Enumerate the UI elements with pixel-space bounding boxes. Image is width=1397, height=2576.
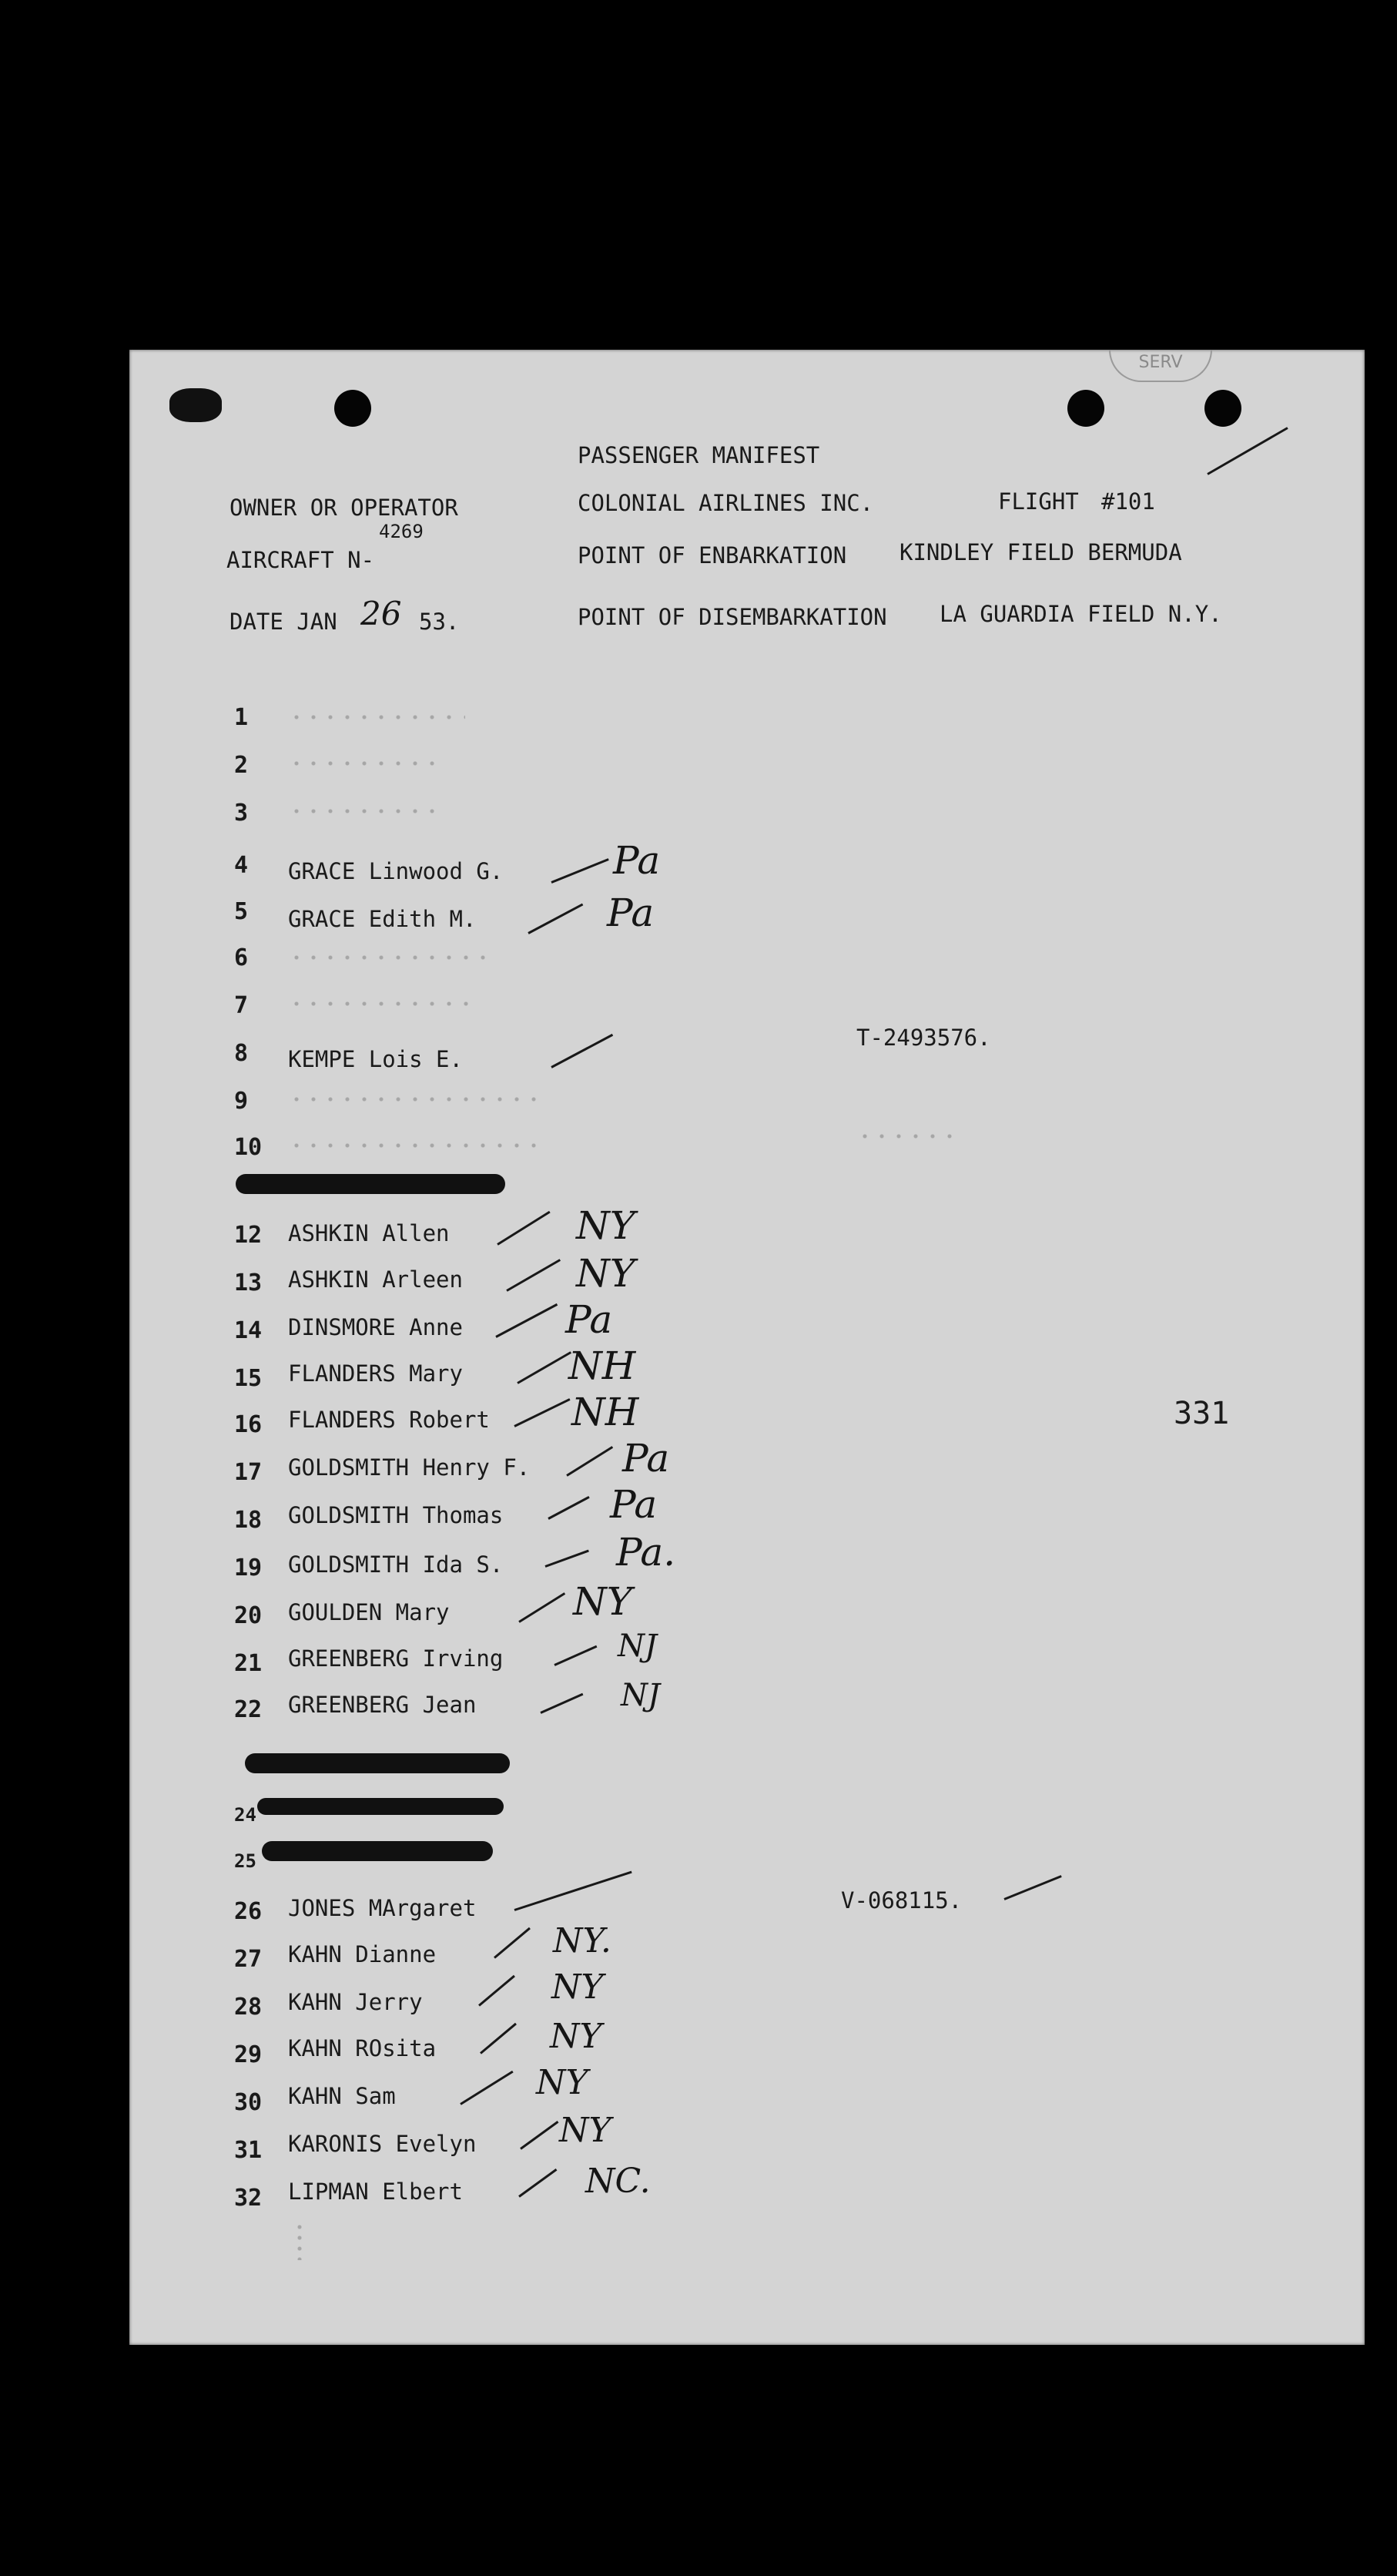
manifest-title: PASSENGER MANIFEST — [578, 442, 820, 468]
redaction-bar — [236, 1174, 505, 1194]
check-mark — [517, 1351, 571, 1384]
row-number: 9 — [234, 1088, 249, 1115]
row-number: 2 — [234, 752, 249, 779]
state-handwritten: NH — [571, 1390, 639, 1434]
state-handwritten: Pa. — [616, 1530, 676, 1575]
state-handwritten: NJ — [621, 1678, 661, 1713]
state-handwritten: NY — [551, 1967, 604, 2007]
state-handwritten: NY — [550, 2017, 602, 2056]
disembarkation-value: LA GUARDIA FIELD N.Y. — [940, 601, 1222, 627]
row-number: 27 — [234, 1946, 263, 1973]
check-mark — [540, 1693, 583, 1714]
faded-entry — [288, 1094, 542, 1106]
passenger-name: FLANDERS Mary — [288, 1360, 463, 1387]
embarkation-value: KINDLEY FIELD BERMUDA — [900, 539, 1182, 565]
check-mark — [554, 1645, 597, 1666]
state-handwritten: Pa — [610, 1482, 658, 1527]
faded-entry — [288, 758, 442, 770]
punch-hole — [1204, 390, 1241, 427]
faded-mark — [291, 2222, 314, 2260]
row-number: 20 — [234, 1602, 263, 1629]
passenger-name: KAHN Jerry — [288, 1989, 423, 2015]
check-mark — [514, 1871, 632, 1911]
row-number: 13 — [234, 1270, 263, 1296]
check-mark — [494, 1927, 531, 1959]
passenger-name: KAHN ROsita — [288, 2035, 437, 2061]
check-mark — [1003, 1875, 1061, 1900]
manifest-sheet — [129, 350, 1365, 2345]
passenger-name: GRACE Edith M. — [288, 906, 477, 932]
passenger-name: KARONIS Evelyn — [288, 2131, 477, 2157]
row-number: 25 — [234, 1850, 256, 1872]
state-handwritten: NC. — [585, 2162, 651, 2201]
aircraft-label: AIRCRAFT N- — [226, 547, 375, 573]
row-number: 30 — [234, 2089, 263, 2116]
faded-entry — [288, 712, 465, 724]
disembarkation-label: POINT OF DISEMBARKATION — [578, 604, 887, 630]
faded-entry — [288, 952, 488, 964]
state-handwritten: Pa — [565, 1297, 613, 1342]
check-mark — [566, 1446, 613, 1477]
state-handwritten: Pa — [613, 838, 661, 883]
state-handwritten: Pa — [607, 891, 655, 935]
passenger-name: KAHN Sam — [288, 2083, 396, 2109]
passenger-name: JONES MArgaret — [288, 1895, 477, 1921]
state-handwritten: NY — [576, 1251, 635, 1296]
row-number: 18 — [234, 1507, 263, 1534]
passenger-name: DINSMORE Anne — [288, 1314, 463, 1340]
state-handwritten: NY — [536, 2063, 588, 2102]
passenger-name: GREENBERG Irving — [288, 1645, 504, 1672]
check-mark — [460, 2071, 513, 2105]
row-number: 15 — [234, 1365, 263, 1392]
passenger-name: GOULDEN Mary — [288, 1599, 450, 1625]
state-handwritten: NY — [573, 1579, 632, 1624]
check-mark — [548, 1496, 589, 1520]
state-handwritten: Pa — [622, 1436, 670, 1481]
check-mark — [518, 1592, 565, 1623]
passenger-name: GOLDSMITH Ida S. — [288, 1551, 504, 1578]
faded-entry — [288, 806, 442, 818]
ink-blot — [169, 388, 222, 422]
passenger-name: ASHKIN Arleen — [288, 1266, 463, 1293]
redaction-bar — [262, 1841, 493, 1861]
owner-value: COLONIAL AIRLINES INC. — [578, 490, 874, 516]
passenger-name: ASHKIN Allen — [288, 1220, 450, 1246]
travel-document-number: T-2493576. — [856, 1025, 991, 1051]
date-year: 53. — [419, 609, 460, 635]
row-number: 32 — [234, 2185, 263, 2212]
punch-hole — [334, 390, 371, 427]
faded-document-number — [856, 1131, 964, 1143]
row-number: 16 — [234, 1411, 263, 1438]
row-number: 22 — [234, 1696, 263, 1723]
page-number: 331 — [1174, 1396, 1230, 1431]
redaction-bar — [245, 1753, 510, 1773]
passenger-name: FLANDERS Robert — [288, 1407, 490, 1433]
check-mark — [551, 1034, 613, 1068]
check-mark — [480, 2023, 517, 2054]
owner-label: OWNER OR OPERATOR — [229, 495, 458, 521]
row-number: 3 — [234, 800, 249, 827]
row-number: 21 — [234, 1650, 263, 1677]
row-number: 19 — [234, 1555, 263, 1581]
passenger-name: KAHN Dianne — [288, 1941, 437, 1967]
passenger-name: GOLDSMITH Henry F. — [288, 1454, 531, 1481]
row-number: 7 — [234, 992, 249, 1019]
row-number: 5 — [234, 898, 249, 925]
row-number: 8 — [234, 1040, 249, 1067]
check-mark — [551, 858, 608, 884]
row-number: 31 — [234, 2137, 263, 2164]
passenger-name: GOLDSMITH Thomas — [288, 1502, 504, 1528]
aircraft-number: 4269 — [379, 521, 424, 542]
service-stamp: SERV — [1109, 350, 1212, 382]
state-handwritten: NJ — [618, 1628, 658, 1664]
row-number: 28 — [234, 1994, 263, 2021]
check-mark — [514, 1398, 570, 1427]
state-handwritten: NY. — [553, 1921, 611, 1961]
row-number: 17 — [234, 1459, 263, 1486]
passenger-name: GREENBERG Jean — [288, 1692, 477, 1718]
state-handwritten: NY — [559, 2111, 611, 2150]
passenger-name: KEMPE Lois E. — [288, 1046, 463, 1072]
faded-entry — [288, 998, 473, 1011]
row-number: 29 — [234, 2041, 263, 2068]
date-day-handwritten: 26 — [360, 595, 402, 632]
row-number: 1 — [234, 704, 249, 731]
check-mark — [544, 1550, 588, 1568]
check-mark — [506, 1259, 561, 1292]
row-number: 24 — [234, 1804, 256, 1826]
check-mark — [478, 1975, 515, 2007]
date-label: DATE JAN — [229, 609, 337, 635]
row-number: 4 — [234, 852, 249, 879]
travel-document-number: V-068115. — [841, 1887, 963, 1914]
check-mark — [520, 2121, 558, 2150]
row-number: 26 — [234, 1898, 263, 1925]
flight-value: #101 — [1101, 488, 1155, 515]
flight-label: FLIGHT — [998, 488, 1079, 515]
row-number: 14 — [234, 1317, 263, 1344]
check-mark — [497, 1211, 550, 1246]
state-handwritten: NH — [568, 1343, 636, 1388]
passenger-name: LIPMAN Elbert — [288, 2179, 463, 2205]
passenger-name: GRACE Linwood G. — [288, 858, 504, 884]
check-mark — [495, 1303, 558, 1338]
check-mark — [518, 2168, 557, 2198]
row-number: 12 — [234, 1222, 263, 1249]
check-mark — [528, 904, 583, 934]
row-number: 6 — [234, 944, 249, 971]
row-number: 10 — [234, 1134, 263, 1161]
corner-check-mark — [1207, 427, 1288, 475]
embarkation-label: POINT OF ENBARKATION — [578, 542, 847, 569]
state-handwritten: NY — [576, 1203, 635, 1248]
redaction-bar — [257, 1798, 504, 1815]
punch-hole — [1067, 390, 1104, 427]
faded-entry — [288, 1140, 542, 1152]
